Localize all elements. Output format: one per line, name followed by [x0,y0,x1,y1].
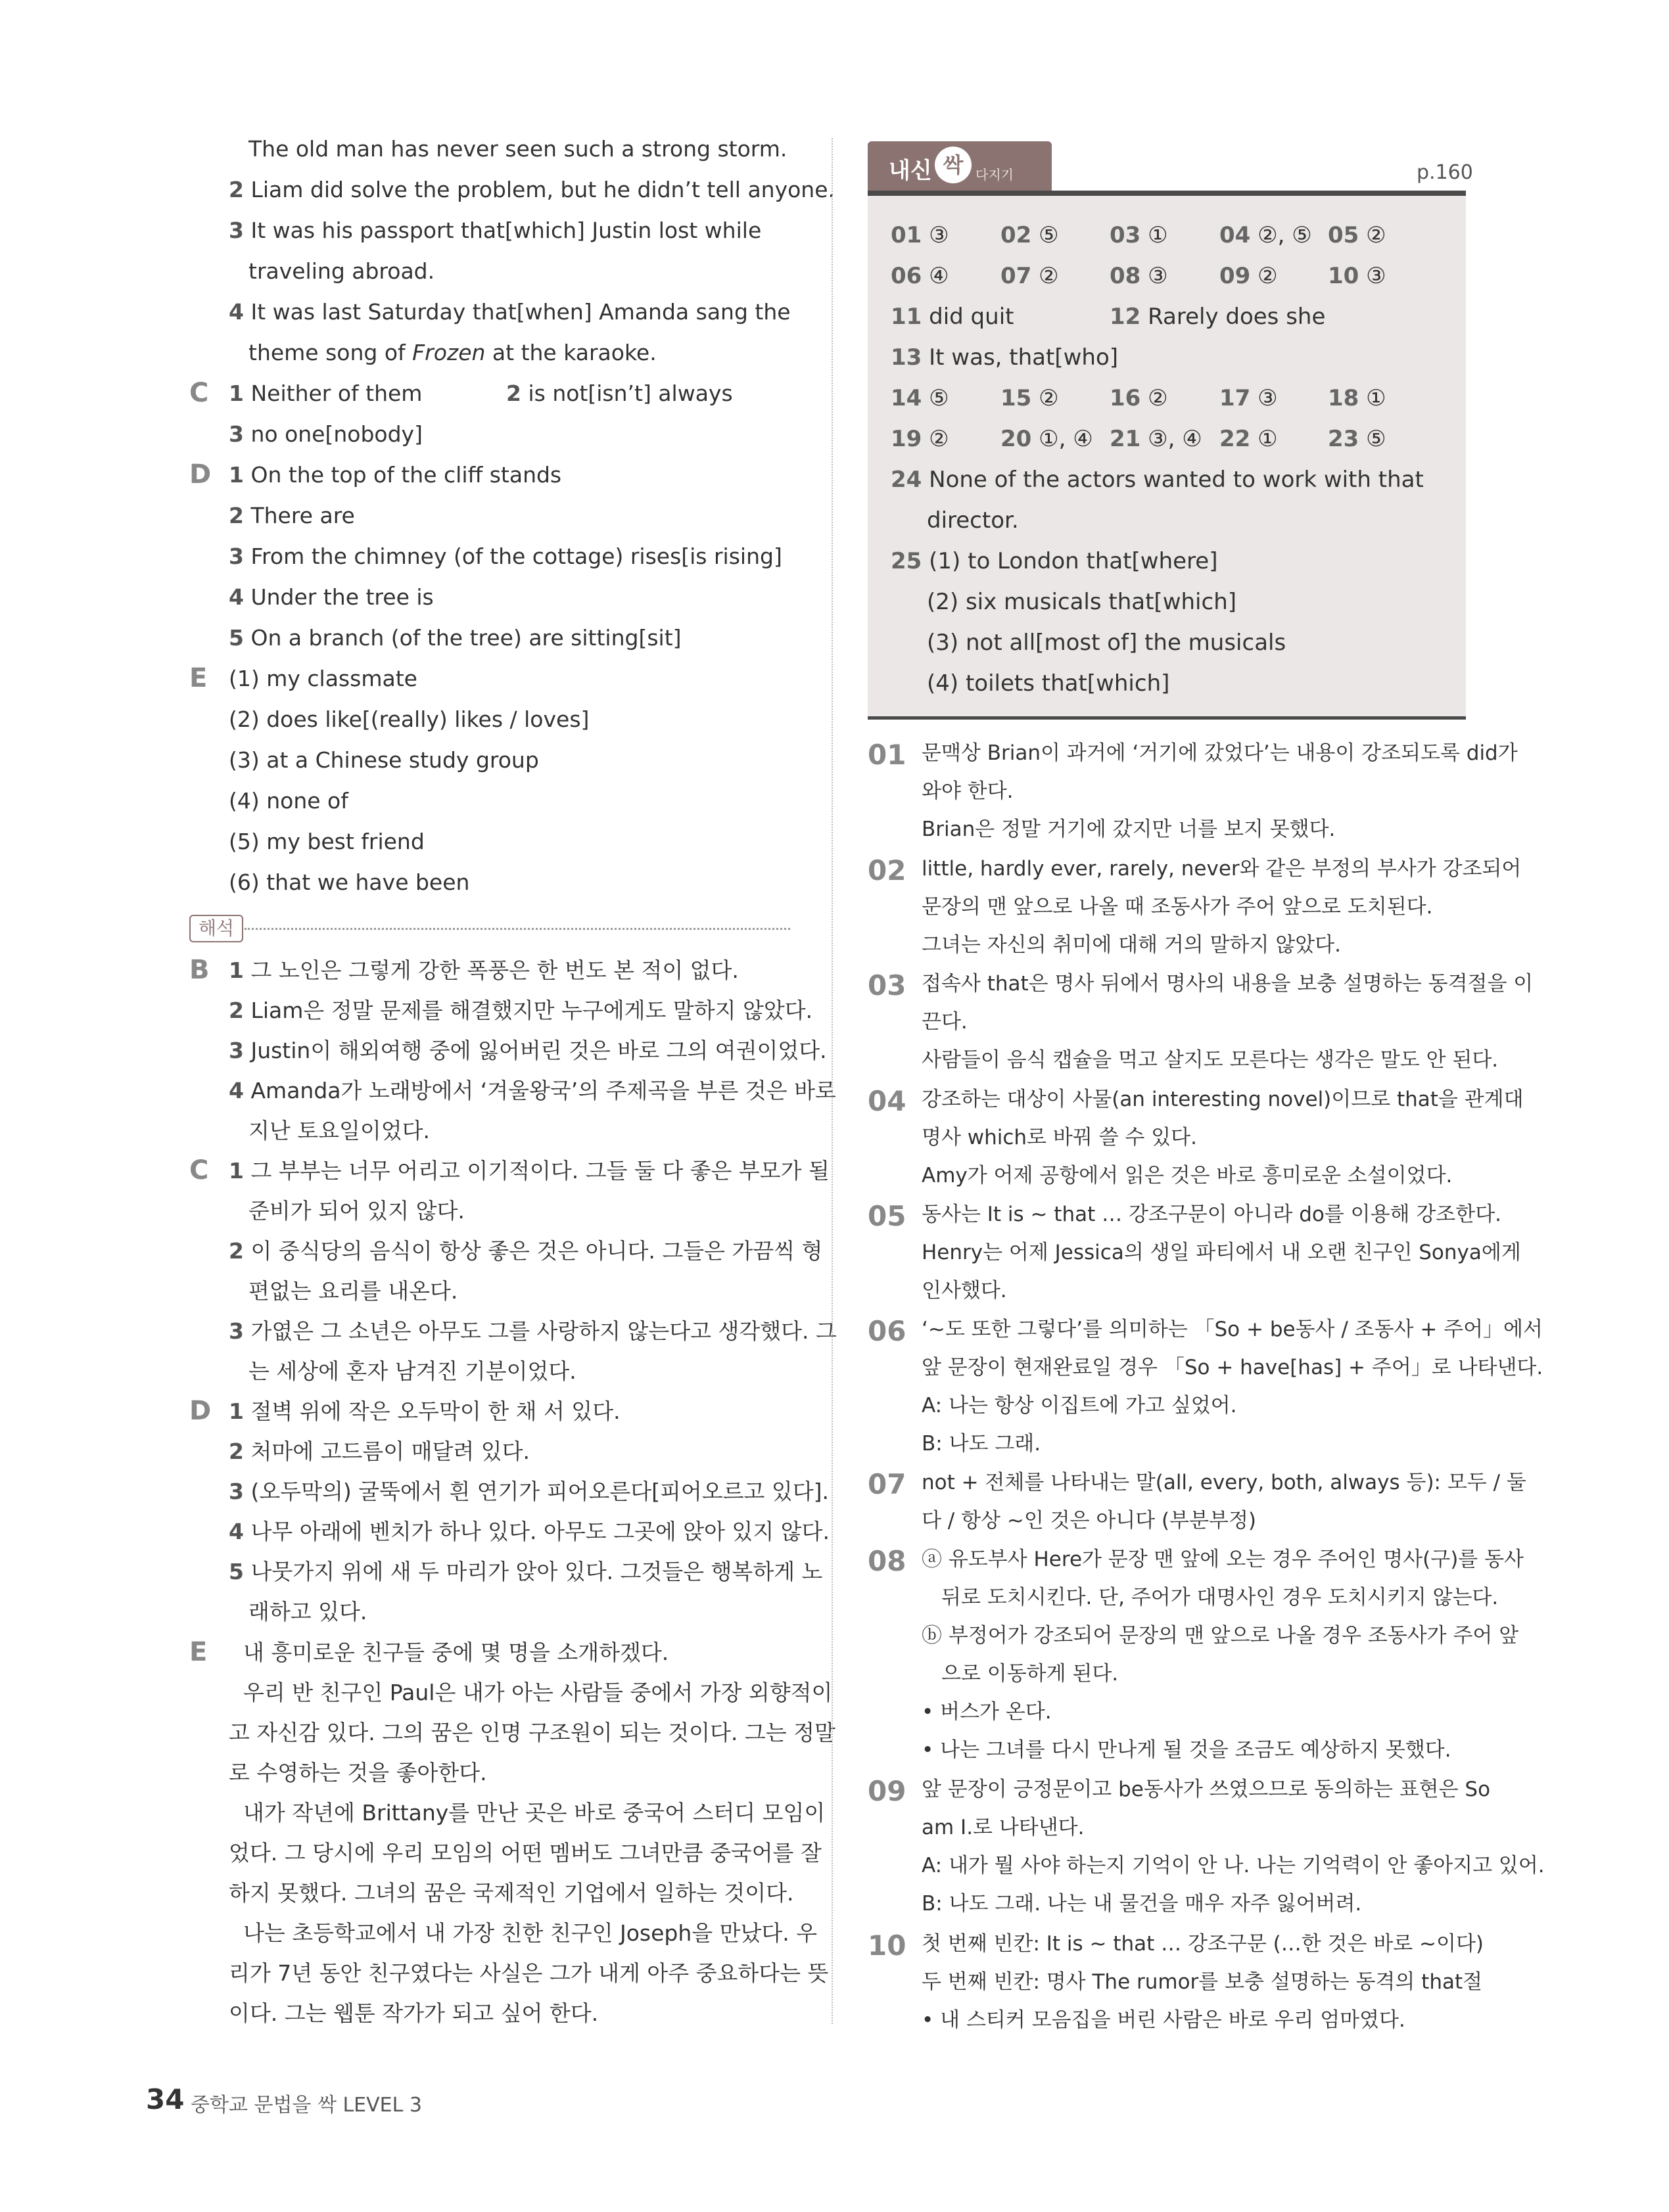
trans-line: 리가 7년 동안 친구였다는 사실은 그가 내게 아주 중요하다는 뜻 [229,1960,829,1986]
answer-item [891,344,1118,371]
trans-line: 내가 작년에 Brittany를 만난 곳은 바로 중국어 스터디 모임이 [243,1800,826,1826]
answer-number: 10 [1328,263,1359,289]
answer-line [229,625,682,651]
answer-text: Liam did solve the problem, but he didn’t tell anyone. [250,177,835,202]
answer-line: (5) my best friend [229,829,425,854]
explanation-line: 첫 번째 빈칸: It is ~ that … 강조구문 (…한 것은 바로 ~이다) [922,1932,1484,1956]
answer-choice: ④ [929,263,949,289]
answer-item [1000,385,1059,411]
answer-item [1110,222,1168,248]
answer-choice: ③ [929,222,949,248]
item-number: 5 [229,625,244,651]
answer-item [1110,385,1168,411]
trans-line [229,1519,830,1545]
explanation-line: ‘~도 또한 그렇다’를 의미하는 「So + be동사 / 조동사 + 주어」에서 [922,1318,1543,1341]
tab-label: 내신 [889,158,932,184]
answer-item [1328,222,1386,248]
answer-choice: ② [1366,222,1386,248]
tab-circle-badge: 싹 [935,147,972,183]
explanation-line: 인사했다. [922,1279,1007,1302]
item-number: 1 [229,957,244,983]
answer-number: 03 [1110,222,1141,248]
trans-label-d: D [189,1396,212,1426]
trans-line: 이다. 그는 웹툰 작가가 되고 싶어 한다. [229,2000,599,2026]
item-number: 2 [229,177,244,202]
answer-number: 18 [1328,385,1359,411]
answer-item [1110,263,1168,289]
explanation-line: not + 전체를 나타내는 말(all, every, both, always 등): 모두 / 둘 [922,1471,1526,1494]
answer-text: None of the actors wanted to work with that [929,467,1424,493]
column-divider [832,138,833,2024]
trans-line [229,1038,827,1064]
answer-number: 07 [1000,263,1032,289]
item-number: 3 [229,1479,244,1504]
answer-line [229,299,791,325]
item-number: 2 [229,998,244,1023]
answer-line [229,462,561,488]
answer-number: 11 [891,304,922,330]
answer-choice: ③ [1258,385,1278,411]
explanation-line: 끈다. [922,1010,968,1034]
answer-item [891,222,949,248]
answer-number: 20 [1000,426,1032,452]
answer-continuation: (2) six musicals that[which] [927,589,1237,615]
answer-line [229,177,835,203]
trans-label-b: B [189,955,210,985]
explanation-line: Amy가 어제 공항에서 읽은 것은 바로 흥미로운 소설이었다. [922,1164,1453,1187]
explanation-number: 09 [868,1775,906,1807]
answer-box-bottom-rule [868,716,1466,720]
answer-text: It was, that[who] [929,344,1119,371]
answer-number: 21 [1110,426,1141,452]
answer-line: (2) does like[(really) likes / loves] [229,706,590,732]
explanation-line: 강조하는 대상이 사물(an interesting novel)이므로 that을 관계대 [922,1088,1524,1111]
tab-sublabel: 다지기 [976,167,1014,183]
answer-line [248,340,657,366]
item-number: 4 [229,299,244,325]
answer-item [891,467,1424,493]
explanation-line: Henry는 어제 Jessica의 생일 파티에서 내 오랜 친구인 Sonya에게 [922,1241,1521,1264]
answer-choice: ② [1039,385,1059,411]
answer-choice: ⑤ [929,385,949,411]
item-number: 2 [229,1439,244,1464]
answer-item [1000,222,1059,248]
trans-text: 그 부부는 너무 어리고 이기적이다. 그들 둘 다 좋은 부모가 될 [250,1158,830,1184]
trans-line [229,957,739,984]
answer-line [229,543,782,570]
trans-line [229,1238,822,1264]
answer-text: It was last Saturday that[when] Amanda sang the [250,299,791,325]
item-number: 2 [229,503,244,528]
answer-number: 24 [891,467,922,493]
answer-item [1219,426,1278,452]
explanation-line: 다 / 항상 ~인 것은 아니다 (부분부정) [922,1509,1257,1532]
answer-line [229,218,761,244]
answer-item [891,426,949,452]
answer-text: On the top of the cliff stands [250,462,562,488]
translation-badge: 해석 [189,915,243,942]
answer-choice: ③, ④ [1148,426,1202,452]
answer-choice: ② [1039,263,1059,289]
trans-line [229,1559,822,1585]
item-number: 4 [229,584,244,610]
trans-text: Amanda가 노래방에서 ‘겨울왕국’의 주제곡을 부른 것은 바로 [250,1078,836,1103]
trans-line [229,1479,829,1505]
explanation-line: am I.로 나타낸다. [922,1816,1085,1839]
answer-item [1000,263,1059,289]
trans-text: 처마에 고드름이 매달려 있다. [250,1439,530,1464]
answer-choice: ③ [1148,263,1168,289]
answer-item [1000,426,1093,452]
trans-text: 절벽 위에 작은 오두막이 한 채 서 있다. [250,1398,621,1424]
answer-text: There are [250,503,355,528]
answer-line: (4) none of [229,788,348,814]
explanation-line: 동사는 It is ~ that … 강조구문이 아니라 do를 이용해 강조한다. [922,1203,1501,1226]
answer-line [229,380,422,407]
answer-text: is not[isn’t] always [528,380,733,406]
answer-choice: ② [1258,263,1278,289]
explanation-line: 두 번째 빈칸: 명사 The rumor를 보충 설명하는 동격의 that절 [922,1970,1483,1994]
answer-number: 12 [1110,304,1141,330]
explanation-line: 문장의 맨 앞으로 나올 때 조동사가 주어 앞으로 도치된다. [922,895,1433,919]
explanation-line: 와야 한다. [922,779,1014,803]
section-label-c: C [189,378,209,408]
answer-choice: ①, ④ [1039,426,1093,452]
trans-line: 래하고 있다. [248,1599,367,1624]
answer-item [891,548,1217,574]
answer-text: From the chimney (of the cottage) rises[is rising] [250,543,782,569]
answer-text: at the karaoke. [492,340,657,365]
explanation-line: • 내 스티커 모음집을 버린 사람은 바로 우리 엄마였다. [922,2008,1405,2032]
trans-line [229,998,812,1024]
trans-line: 고 자신감 있다. 그의 꿈은 인명 구조원이 되는 것이다. 그는 정말 [229,1720,835,1745]
answer-text: Under the tree is [250,584,434,610]
trans-line: 우리 반 친구인 Paul은 내가 아는 사람들 중에서 가장 외향적이 [243,1680,833,1705]
answer-number: 09 [1219,263,1251,289]
trans-line [229,1078,836,1104]
answer-number: 02 [1000,222,1032,248]
explanation-line: 으로 이동하게 된다. [941,1662,1119,1686]
explanation-line: A: 나는 항상 이집트에 가고 싶었어. [922,1394,1237,1417]
answer-item [1328,263,1386,289]
explanation-number: 04 [868,1085,906,1117]
answer-choice: ① [1366,385,1386,411]
trans-text: 나무 아래에 벤치가 하나 있다. 아무도 그곳에 앉아 있지 않다. [250,1519,830,1544]
answer-number: 06 [891,263,922,289]
answer-text: did quit [929,304,1014,330]
trans-line: 편없는 요리를 내온다. [248,1278,458,1304]
item-number: 1 [229,1398,244,1424]
explanation-number: 02 [868,854,906,887]
answer-item [891,385,949,411]
item-number: 3 [229,218,244,243]
answer-item [1328,426,1386,452]
answer-choice: ② [1148,385,1168,411]
explanation-number: 08 [868,1545,906,1577]
answer-line [248,136,787,162]
page-number: 34 [146,2083,185,2115]
explanation-line: B: 나도 그래. 나는 내 물건을 매우 자주 잃어버려. [922,1892,1362,1916]
explanation-number: 07 [868,1468,906,1500]
item-number: 4 [229,1519,244,1544]
item-number: 1 [229,1158,244,1184]
trans-line [229,1439,530,1465]
answer-choice: ②, ⑤ [1258,222,1312,248]
answer-choice: ③ [1366,263,1386,289]
trans-line [229,1318,837,1345]
answer-item [1219,222,1312,248]
trans-line: 준비가 되어 있지 않다. [248,1198,465,1224]
answer-number: 05 [1328,222,1359,248]
answer-text: The old man has never seen such a strong storm. [248,136,787,162]
explanation-line: 뒤로 도치시킨다. 단, 주어가 대명사인 경우 도치시키지 않는다. [941,1586,1499,1609]
answer-item [891,263,949,289]
answer-number: 16 [1110,385,1141,411]
italic-title: Frozen [412,340,486,365]
answer-number: 25 [891,548,922,574]
trans-text: 가엾은 그 소년은 아무도 그를 사랑하지 않는다고 생각했다. 그 [250,1318,837,1344]
dotted-divider [245,928,790,930]
trans-text: Liam은 정말 문제를 해결했지만 누구에게도 말하지 않았다. [250,998,813,1023]
explanation-line: ⓑ 부정어가 강조되어 문장의 맨 앞으로 나올 경우 조동사가 주어 앞 [922,1624,1519,1647]
page-reference: p.160 [1417,161,1473,184]
trans-line [229,1158,830,1184]
answer-text: (1) to London that[where] [929,548,1218,574]
answer-number: 01 [891,222,922,248]
trans-text: 그 노인은 그렇게 강한 폭풍은 한 번도 본 적이 없다. [250,957,739,983]
trans-text: Justin이 해외여행 중에 잃어버린 것은 바로 그의 여권이었다. [250,1038,827,1063]
answer-number: 15 [1000,385,1032,411]
item-number: 1 [229,380,244,406]
item-number: 2 [229,1238,244,1264]
section-label-e: E [189,663,208,693]
answer-line: (6) that we have been [229,869,470,895]
answer-text: no one[nobody] [250,421,423,447]
trans-line: 었다. 그 당시에 우리 모임의 어떤 멤버도 그녀만큼 중국어를 잘 [229,1840,822,1866]
answer-number: 17 [1219,385,1251,411]
answer-item [1110,426,1202,452]
explanation-line: • 나는 그녀를 다시 만나게 될 것을 조금도 예상하지 못했다. [922,1738,1451,1762]
item-number: 3 [229,421,244,447]
answer-choice: ② [929,426,949,452]
trans-label-c: C [189,1155,209,1186]
trans-label-e: E [189,1637,208,1667]
answer-choice: ① [1258,426,1278,452]
explanation-line: 앞 문장이 현재완료일 경우 「So + have[has] + 주어」로 나타낸다. [922,1356,1543,1379]
trans-line: 지난 토요일이었다. [248,1118,431,1143]
trans-text: 이 중식당의 음식이 항상 좋은 것은 아니다. 그들은 가끔씩 형 [250,1238,823,1264]
trans-line: 하지 못했다. 그녀의 꿈은 국제적인 기업에서 일하는 것이다. [229,1880,794,1906]
item-number: 3 [229,1038,244,1063]
answer-line [229,503,355,529]
explanation-line: little, hardly ever, rarely, never와 같은 부정의 부사가 강조되어 [922,857,1522,881]
explanation-number: 03 [868,969,906,1002]
explanation-number: 06 [868,1315,906,1347]
explanation-line: 그녀는 자신의 취미에 대해 거의 말하지 않았다. [922,933,1341,957]
answer-number: 13 [891,344,922,371]
explanation-line: 문맥상 Brian이 과거에 ‘거기에 갔었다’는 내용이 강조되도록 did가 [922,741,1518,765]
answer-text: It was his passport that[which] Justin lost while [250,218,762,243]
answer-number: 08 [1110,263,1141,289]
answer-line [506,380,733,407]
answer-box-top-rule [868,191,1466,196]
footer-title: 중학교 문법을 싹 LEVEL 3 [191,2094,422,2117]
item-number: 3 [229,543,244,569]
answer-choice: ⑤ [1039,222,1059,248]
item-number: 4 [229,1078,244,1103]
answer-line: (1) my classmate [229,666,417,691]
item-number: 2 [506,380,521,406]
explanation-line: 접속사 that은 명사 뒤에서 명사의 내용을 보충 설명하는 동격절을 이 [922,972,1534,996]
answer-line: (3) at a Chinese study group [229,747,539,773]
answer-continuation: director. [927,507,1019,534]
answer-number: 14 [891,385,922,411]
trans-line: 는 세상에 혼자 남겨진 기분이었다. [248,1358,576,1384]
answer-item [891,304,1014,330]
answer-choice: ⑤ [1366,426,1386,452]
explanation-line: 명사 which로 바꿔 쓸 수 있다. [922,1126,1197,1149]
answer-line [248,258,435,285]
item-number: 5 [229,1559,244,1584]
explanation-line: 사람들이 음식 캡슐을 먹고 살지도 모른다는 생각은 말도 안 된다. [922,1048,1499,1072]
trans-line [229,1398,621,1425]
explanation-number: 01 [868,739,906,771]
answer-continuation: (3) not all[most of] the musicals [927,630,1286,656]
explanation-number: 05 [868,1200,906,1232]
answer-text: theme song of [248,340,406,365]
answer-number: 19 [891,426,922,452]
item-number: 1 [229,462,244,488]
trans-line: 나는 초등학교에서 내 가장 친한 친구인 Joseph을 만났다. 우 [243,1920,818,1946]
explanation-number: 10 [868,1929,906,1962]
answer-text: Neither of them [250,380,423,406]
explanation-line: • 버스가 온다. [922,1700,1052,1724]
explanation-line: ⓐ 유도부사 Here가 문장 맨 앞에 오는 경우 주어인 명사(구)를 동사 [922,1548,1524,1571]
answer-number: 23 [1328,426,1359,452]
answer-number: 04 [1219,222,1251,248]
answer-continuation: (4) toilets that[which] [927,670,1170,697]
answer-text: traveling abroad. [248,258,435,284]
answer-line [229,584,434,611]
explanation-line: 앞 문장이 긍정문이고 be동사가 쓰였으므로 동의하는 표현은 So [922,1778,1491,1801]
trans-line: 내 흥미로운 친구들 중에 몇 명을 소개하겠다. [243,1640,669,1665]
answer-item [1219,263,1278,289]
section-label-d: D [189,459,212,490]
answer-item [1328,385,1386,411]
answer-text: Rarely does she [1148,304,1326,330]
explanation-line: B: 나도 그래. [922,1432,1041,1456]
answer-line [229,421,423,448]
trans-text: (오두막의) 굴뚝에서 흰 연기가 피어오른다[피어오르고 있다]. [250,1479,829,1504]
trans-line: 로 수영하는 것을 좋아한다. [229,1760,487,1786]
answer-text: On a branch (of the tree) are sitting[sit] [250,625,682,651]
explanation-line: A: 내가 뭘 사야 하는지 기억이 안 나. 나는 기억력이 안 좋아지고 있어. [922,1854,1545,1878]
trans-text: 나뭇가지 위에 새 두 마리가 앉아 있다. 그것들은 행복하게 노 [250,1559,823,1584]
item-number: 3 [229,1318,244,1344]
answer-number: 22 [1219,426,1251,452]
answer-choice: ① [1148,222,1168,248]
answer-item [1219,385,1278,411]
explanation-line: Brian은 정말 거기에 갔지만 너를 보지 못했다. [922,818,1336,841]
answer-item [1110,304,1325,330]
